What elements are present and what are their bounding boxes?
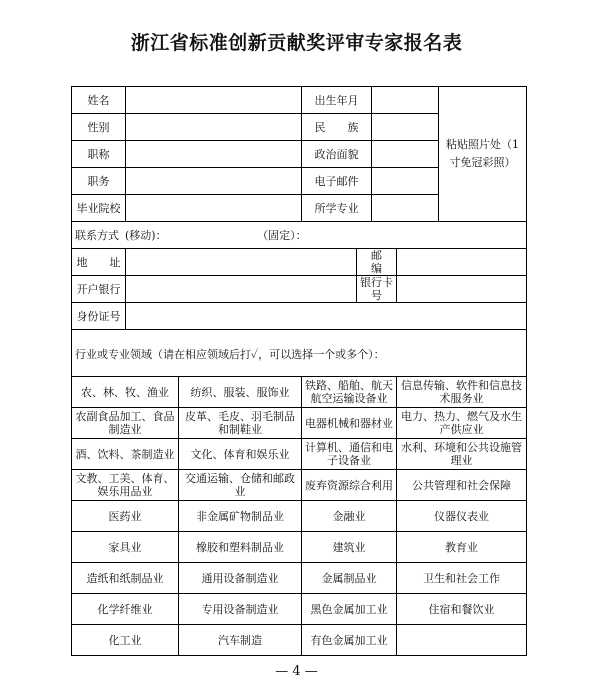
birth-label: 出生年月 <box>302 87 372 114</box>
industry-option[interactable]: 电器机械和器材业 <box>302 408 397 439</box>
school-field[interactable] <box>126 195 302 222</box>
gender-field[interactable] <box>126 114 302 141</box>
title-rank-label: 职称 <box>72 141 126 168</box>
bank-label: 开户银行 <box>72 276 126 303</box>
industry-option[interactable]: 公共管理和社会保障 <box>397 470 527 501</box>
industry-option[interactable]: 有色金属加工业 <box>302 625 397 656</box>
school-label: 毕业院校 <box>72 195 126 222</box>
industry-option[interactable]: 专用设备制造业 <box>179 594 302 625</box>
industry-option-empty[interactable] <box>397 625 527 656</box>
form-title: 浙江省标准创新贡献奖评审专家报名表 <box>130 32 463 54</box>
industry-option[interactable]: 交通运输、仓储和邮政业 <box>179 470 302 501</box>
birth-field[interactable] <box>372 87 439 114</box>
industry-option[interactable]: 黑色金属加工业 <box>302 594 397 625</box>
mobile-label: (移动)： <box>125 228 167 242</box>
id-number-field[interactable] <box>126 303 527 330</box>
industry-option[interactable]: 住宿和餐饮业 <box>397 594 527 625</box>
industry-option[interactable]: 废弃资源综合利用 <box>302 470 397 501</box>
industry-option[interactable]: 文教、工美、体育、娱乐用品业 <box>72 470 179 501</box>
contact-row[interactable] <box>72 222 527 249</box>
registration-form-table <box>71 86 527 656</box>
industry-option[interactable]: 水利、环境和公共设施管理业 <box>397 439 527 470</box>
political-field[interactable] <box>372 141 439 168</box>
industry-option[interactable]: 纺织、服装、服饰业 <box>179 377 302 408</box>
industry-option[interactable]: 非金属矿物制品业 <box>179 501 302 532</box>
bank-field[interactable] <box>126 276 357 303</box>
bank-card-label: 银行卡号 <box>357 276 397 303</box>
gender-label: 性别 <box>72 114 126 141</box>
industry-option[interactable]: 计算机、通信和电子设备业 <box>302 439 397 470</box>
industry-option[interactable]: 仪器仪表业 <box>397 501 527 532</box>
industry-option[interactable]: 农、林、牧、渔业 <box>72 377 179 408</box>
industry-option[interactable]: 化学纤维业 <box>72 594 179 625</box>
email-field[interactable] <box>372 168 439 195</box>
industry-option[interactable]: 金属制品业 <box>302 563 397 594</box>
industry-option[interactable]: 电力、热力、燃气及水生产供应业 <box>397 408 527 439</box>
fixed-label: （固定）： <box>262 228 307 242</box>
industry-option[interactable]: 文化、体育和娱乐业 <box>179 439 302 470</box>
postcode-label: 邮 编 <box>357 249 397 276</box>
industry-option[interactable]: 农副食品加工、食品制造业 <box>72 408 179 439</box>
industry-option[interactable]: 化工业 <box>72 625 179 656</box>
industry-option[interactable]: 汽车制造 <box>179 625 302 656</box>
email-label: 电子邮件 <box>302 168 372 195</box>
page-number: — 4 — <box>275 664 318 679</box>
industry-option[interactable]: 家具业 <box>72 532 179 563</box>
major-field[interactable] <box>372 195 439 222</box>
ethnicity-label: 民 族 <box>302 114 372 141</box>
id-number-label: 身份证号 <box>72 303 126 330</box>
industry-option[interactable]: 橡胶和塑料制品业 <box>179 532 302 563</box>
photo-placeholder[interactable]: 粘贴照片处（1寸免冠彩照） <box>439 87 527 222</box>
name-label: 姓名 <box>72 87 126 114</box>
title-rank-field[interactable] <box>126 141 302 168</box>
major-label: 所学专业 <box>302 195 372 222</box>
ethnicity-field[interactable] <box>372 114 439 141</box>
address-label: 地 址 <box>72 249 126 276</box>
postcode-field[interactable] <box>397 249 527 276</box>
industry-option[interactable]: 卫生和社会工作 <box>397 563 527 594</box>
industry-prompt: 行业或专业领域（请在相应领域后打✓，可以选择一个或多个）： <box>72 330 527 377</box>
position-field[interactable] <box>126 168 302 195</box>
industry-option[interactable]: 通用设备制造业 <box>179 563 302 594</box>
industry-option[interactable]: 造纸和纸制品业 <box>72 563 179 594</box>
industry-option[interactable]: 金融业 <box>302 501 397 532</box>
industry-option[interactable]: 医药业 <box>72 501 179 532</box>
address-field[interactable] <box>126 249 357 276</box>
political-label: 政治面貌 <box>302 141 372 168</box>
industry-option[interactable]: 铁路、船舶、航天航空运输设备业 <box>302 377 397 408</box>
industry-option[interactable]: 信息传输、软件和信息技术服务业 <box>397 377 527 408</box>
contact-label: 联系方式 <box>75 228 119 242</box>
industry-option[interactable]: 酒、饮料、茶制造业 <box>72 439 179 470</box>
industry-option[interactable]: 皮革、毛皮、羽毛制品和制鞋业 <box>179 408 302 439</box>
name-field[interactable] <box>126 87 302 114</box>
industry-option[interactable]: 建筑业 <box>302 532 397 563</box>
bank-card-field[interactable] <box>397 276 527 303</box>
position-label: 职务 <box>72 168 126 195</box>
industry-option[interactable]: 教育业 <box>397 532 527 563</box>
